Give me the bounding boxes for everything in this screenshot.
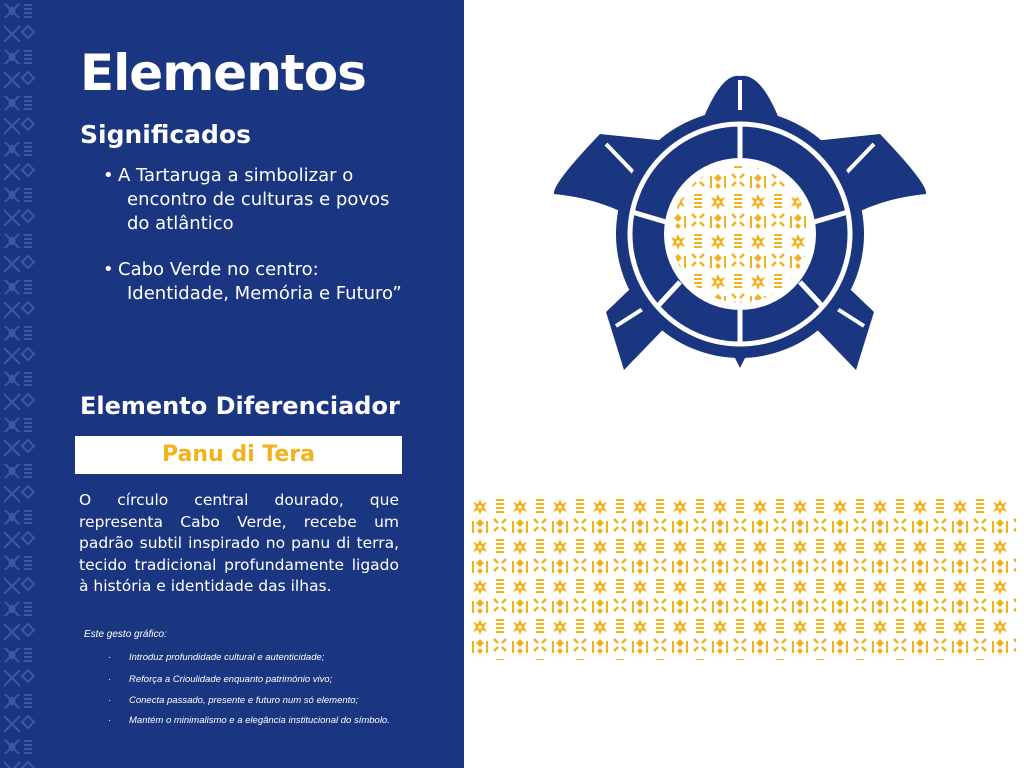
left-panel <box>0 0 464 768</box>
gesture-item-text: Introduz profundidade cultural e autenticidade; <box>129 652 325 663</box>
bullet-item <box>103 258 403 306</box>
bullet-item <box>103 164 403 236</box>
section-subtitle: Significados <box>80 120 252 149</box>
gesture-item-text: Reforça a Crioulidade enquanto património vivo; <box>129 674 333 685</box>
bullet-dot-icon: · <box>108 674 112 685</box>
bullet-dot-icon: · <box>108 695 112 706</box>
bullet-text: Cabo Verde no centro: Identidade, Memória e Futuro” <box>118 259 402 304</box>
bullet-text: A Tartaruga a simbolizar o encontro de culturas e povos do atlântico <box>118 165 390 234</box>
decorative-pattern-strip <box>0 0 38 768</box>
gesture-item <box>108 673 408 686</box>
gesture-item <box>108 694 408 707</box>
bullet-dot-icon: · <box>108 652 112 663</box>
bullet-dot-icon: • <box>103 165 114 186</box>
highlight-label: Panu di Tera <box>75 436 402 474</box>
bullet-dot-icon: • <box>103 259 114 280</box>
gesture-item-text: Mantém o minimalismo e a elegância institucional do símbolo. <box>129 715 390 726</box>
bullet-dot-icon: · <box>108 715 112 726</box>
gesture-item <box>108 651 408 664</box>
panu-di-tera-pattern <box>470 497 1016 660</box>
page-title: Elementos <box>80 44 366 102</box>
description-paragraph: O círculo central dourado, que representa Cabo Verde, recebe um padrão subtil inspirado no panu di terra, tecido tradicional profundamente ligado à história e identidade das ilhas. <box>79 491 399 595</box>
gesture-item <box>108 714 408 727</box>
gesture-intro: Este gesto gráfico: <box>84 629 167 640</box>
gesture-item-text: Conecta passado, presente e futuro num só elemento; <box>129 695 359 706</box>
turtle-logo-icon <box>548 72 932 376</box>
differentiator-heading: Elemento Diferenciador <box>80 392 400 420</box>
